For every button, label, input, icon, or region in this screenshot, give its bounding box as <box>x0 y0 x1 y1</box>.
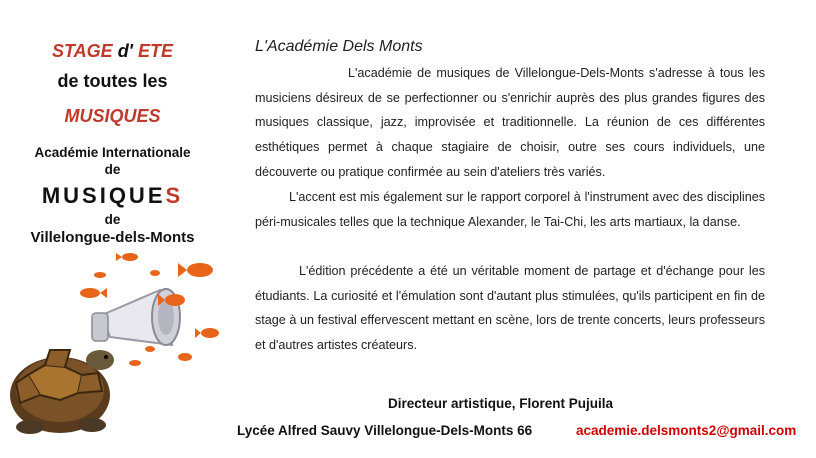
paragraph-body: L'accent est mis également sur le rapport corporel à l'instrument avec des disciplines péri-musicales telles que la technique Alexander, le Tai-Chi, les arts martiaux, la danse. <box>255 190 765 229</box>
stage-word: STAGE <box>52 41 113 61</box>
musiques-logo-main: MUSIQUE <box>41 183 166 208</box>
academie-heading <box>0 144 225 178</box>
musiques-heading: MUSIQUES <box>64 106 161 126</box>
turtle-illustration <box>0 245 228 445</box>
email-link[interactable]: academie.delsmonts2@gmail.com <box>576 423 797 438</box>
ete-word: ETE <box>137 41 173 61</box>
page-title: L'Académie Dels Monts <box>255 38 423 55</box>
academie-de-line: de <box>104 162 121 177</box>
left-panel <box>0 0 225 458</box>
stage-apostrophe: d' <box>117 41 133 61</box>
turtle-icon <box>10 350 114 434</box>
academie-line: Académie Internationale <box>34 145 191 160</box>
toutes-les-heading: de toutes les <box>57 71 168 91</box>
stage-heading <box>0 41 225 62</box>
paragraph-edition: L'édition précédente a été un véritable moment de partage et d'échange pour les étudiants. La curiosité et l'émulation sont d'autant plus stimulées, qu'ils participent en fin de stage à un festival effervescent mettant en scène, lors de trente concerts, leurs professeurs et d'autres artistes créateurs. <box>255 264 765 353</box>
musiques-logo <box>0 183 225 209</box>
paragraph-intro: L'académie de musiques de Villelongue-Dels-Monts s'adresse à tous les musiciens désireux de se perfectionner ou s'enrichir auprès des plus grandes figures des musiques classique, jazz, improvisée et traditionnelle. La réunion de ces différentes esthétiques permet à chaque stagiaire de choisir, outre ses cours individuels, une découverte ou pratique confirmée au sein d'ateliers très variés. <box>255 66 765 179</box>
director-line: Directeur artistique, Florent Pujuila <box>388 396 614 411</box>
musiques-logo-s: S <box>165 183 184 208</box>
school-line: Lycée Alfred Sauvy Villelongue-Dels-Monts 66 <box>237 423 533 438</box>
de-line: de <box>104 212 121 227</box>
town-heading: Villelongue-dels-Monts <box>30 229 195 246</box>
